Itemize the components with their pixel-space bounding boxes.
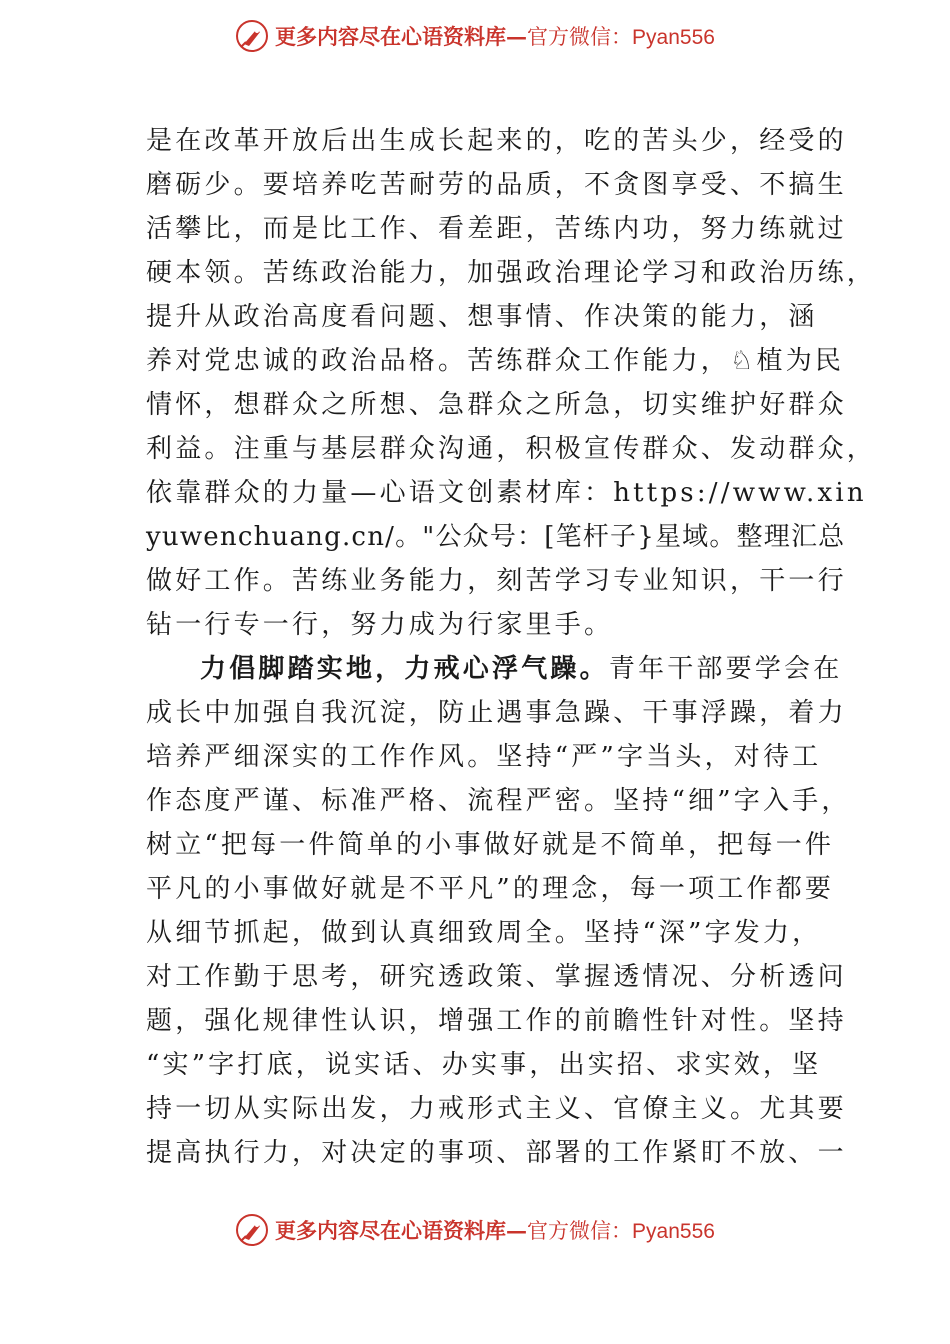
text-line: 做好工作。苦练业务能力，刻苦学习专业知识，干一行 bbox=[146, 566, 847, 596]
text-line: 成长中加强自我沉淀，防止遇事急躁、干事浮躁，着力 bbox=[146, 698, 847, 728]
document-body bbox=[146, 119, 877, 1175]
paragraph-text: 青年干部要学会在 bbox=[608, 654, 843, 684]
banner-text: 更多内容尽在心语资料库— bbox=[275, 24, 528, 49]
text-line: 树立“把每一件简单的小事做好就是不简单，把每一件 bbox=[146, 830, 835, 860]
text-line: 作态度严谨、标准严格、流程严密。坚持“细”字入手， bbox=[146, 786, 851, 816]
text-line: 提高执行力，对决定的事项、部署的工作紧盯不放、一 bbox=[146, 1138, 847, 1168]
banner-contact: 官方微信：Pyan556 bbox=[527, 1220, 715, 1243]
text-line: 题，强化规律性认识，增强工作的前瞻性针对性。坚持 bbox=[146, 1006, 847, 1036]
footer-banner bbox=[0, 1210, 950, 1250]
text-line: 是在改革开放后出生成长起来的，吃的苦头少，经受的 bbox=[146, 126, 847, 156]
text-line: 持一切从实际出发，力戒形式主义、官僚主义。尤其要 bbox=[146, 1094, 847, 1124]
banner-contact: 官方微信：Pyan556 bbox=[527, 26, 715, 49]
text-line: 培养严细深实的工作作风。坚持“严”字当头，对待工 bbox=[146, 742, 822, 772]
text-line: 从细节抓起，做到认真细致周全。坚持“深”字发力， bbox=[146, 918, 822, 948]
paragraph-heading-line bbox=[146, 647, 843, 691]
text-line: 对工作勤于思考，研究透政策、掌握透情况、分析透问 bbox=[146, 962, 847, 992]
text-line: 钻一行专一行，努力成为行家里手。 bbox=[146, 610, 614, 640]
banner-text: 更多内容尽在心语资料库— bbox=[275, 1218, 528, 1243]
text-line: 依靠群众的力量—心语文创素材库：https://www.xin bbox=[146, 478, 867, 508]
header-banner bbox=[0, 16, 950, 56]
text-line: 活攀比，而是比工作、看差距，苦练内功，努力练就过 bbox=[146, 214, 847, 244]
text-line: 提升从政治高度看问题、想事情、作决策的能力，涵 bbox=[146, 302, 818, 332]
text-line: “实”字打底，说实话、办实事，出实招、求实效，坚 bbox=[146, 1050, 822, 1080]
paragraph-heading: 力倡脚踏实地，力戒心浮气躁。 bbox=[200, 654, 609, 684]
text-line: 硬本领。苦练政治能力，加强政治理论学习和政治历练， bbox=[146, 258, 877, 288]
pen-nib-logo-icon bbox=[235, 1213, 269, 1247]
text-line: 养对党忠诚的政治品格。苦练群众工作能力，♘植为民 bbox=[146, 346, 845, 376]
text-line: 利益。注重与基层群众沟通，积极宣传群众、发动群众， bbox=[146, 434, 877, 464]
pen-nib-logo-icon bbox=[235, 19, 269, 53]
text-line: yuwenchuang.cn/。"公众号：[笔杆子}星域。整理汇总 bbox=[146, 522, 846, 552]
text-line: 磨砺少。要培养吃苦耐劳的品质，不贪图享受、不搞生 bbox=[146, 170, 847, 200]
text-line: 平凡的小事做好就是不平凡”的理念，每一项工作都要 bbox=[146, 874, 835, 904]
text-line: 情怀，想群众之所想、急群众之所急，切实维护好群众 bbox=[146, 390, 847, 420]
